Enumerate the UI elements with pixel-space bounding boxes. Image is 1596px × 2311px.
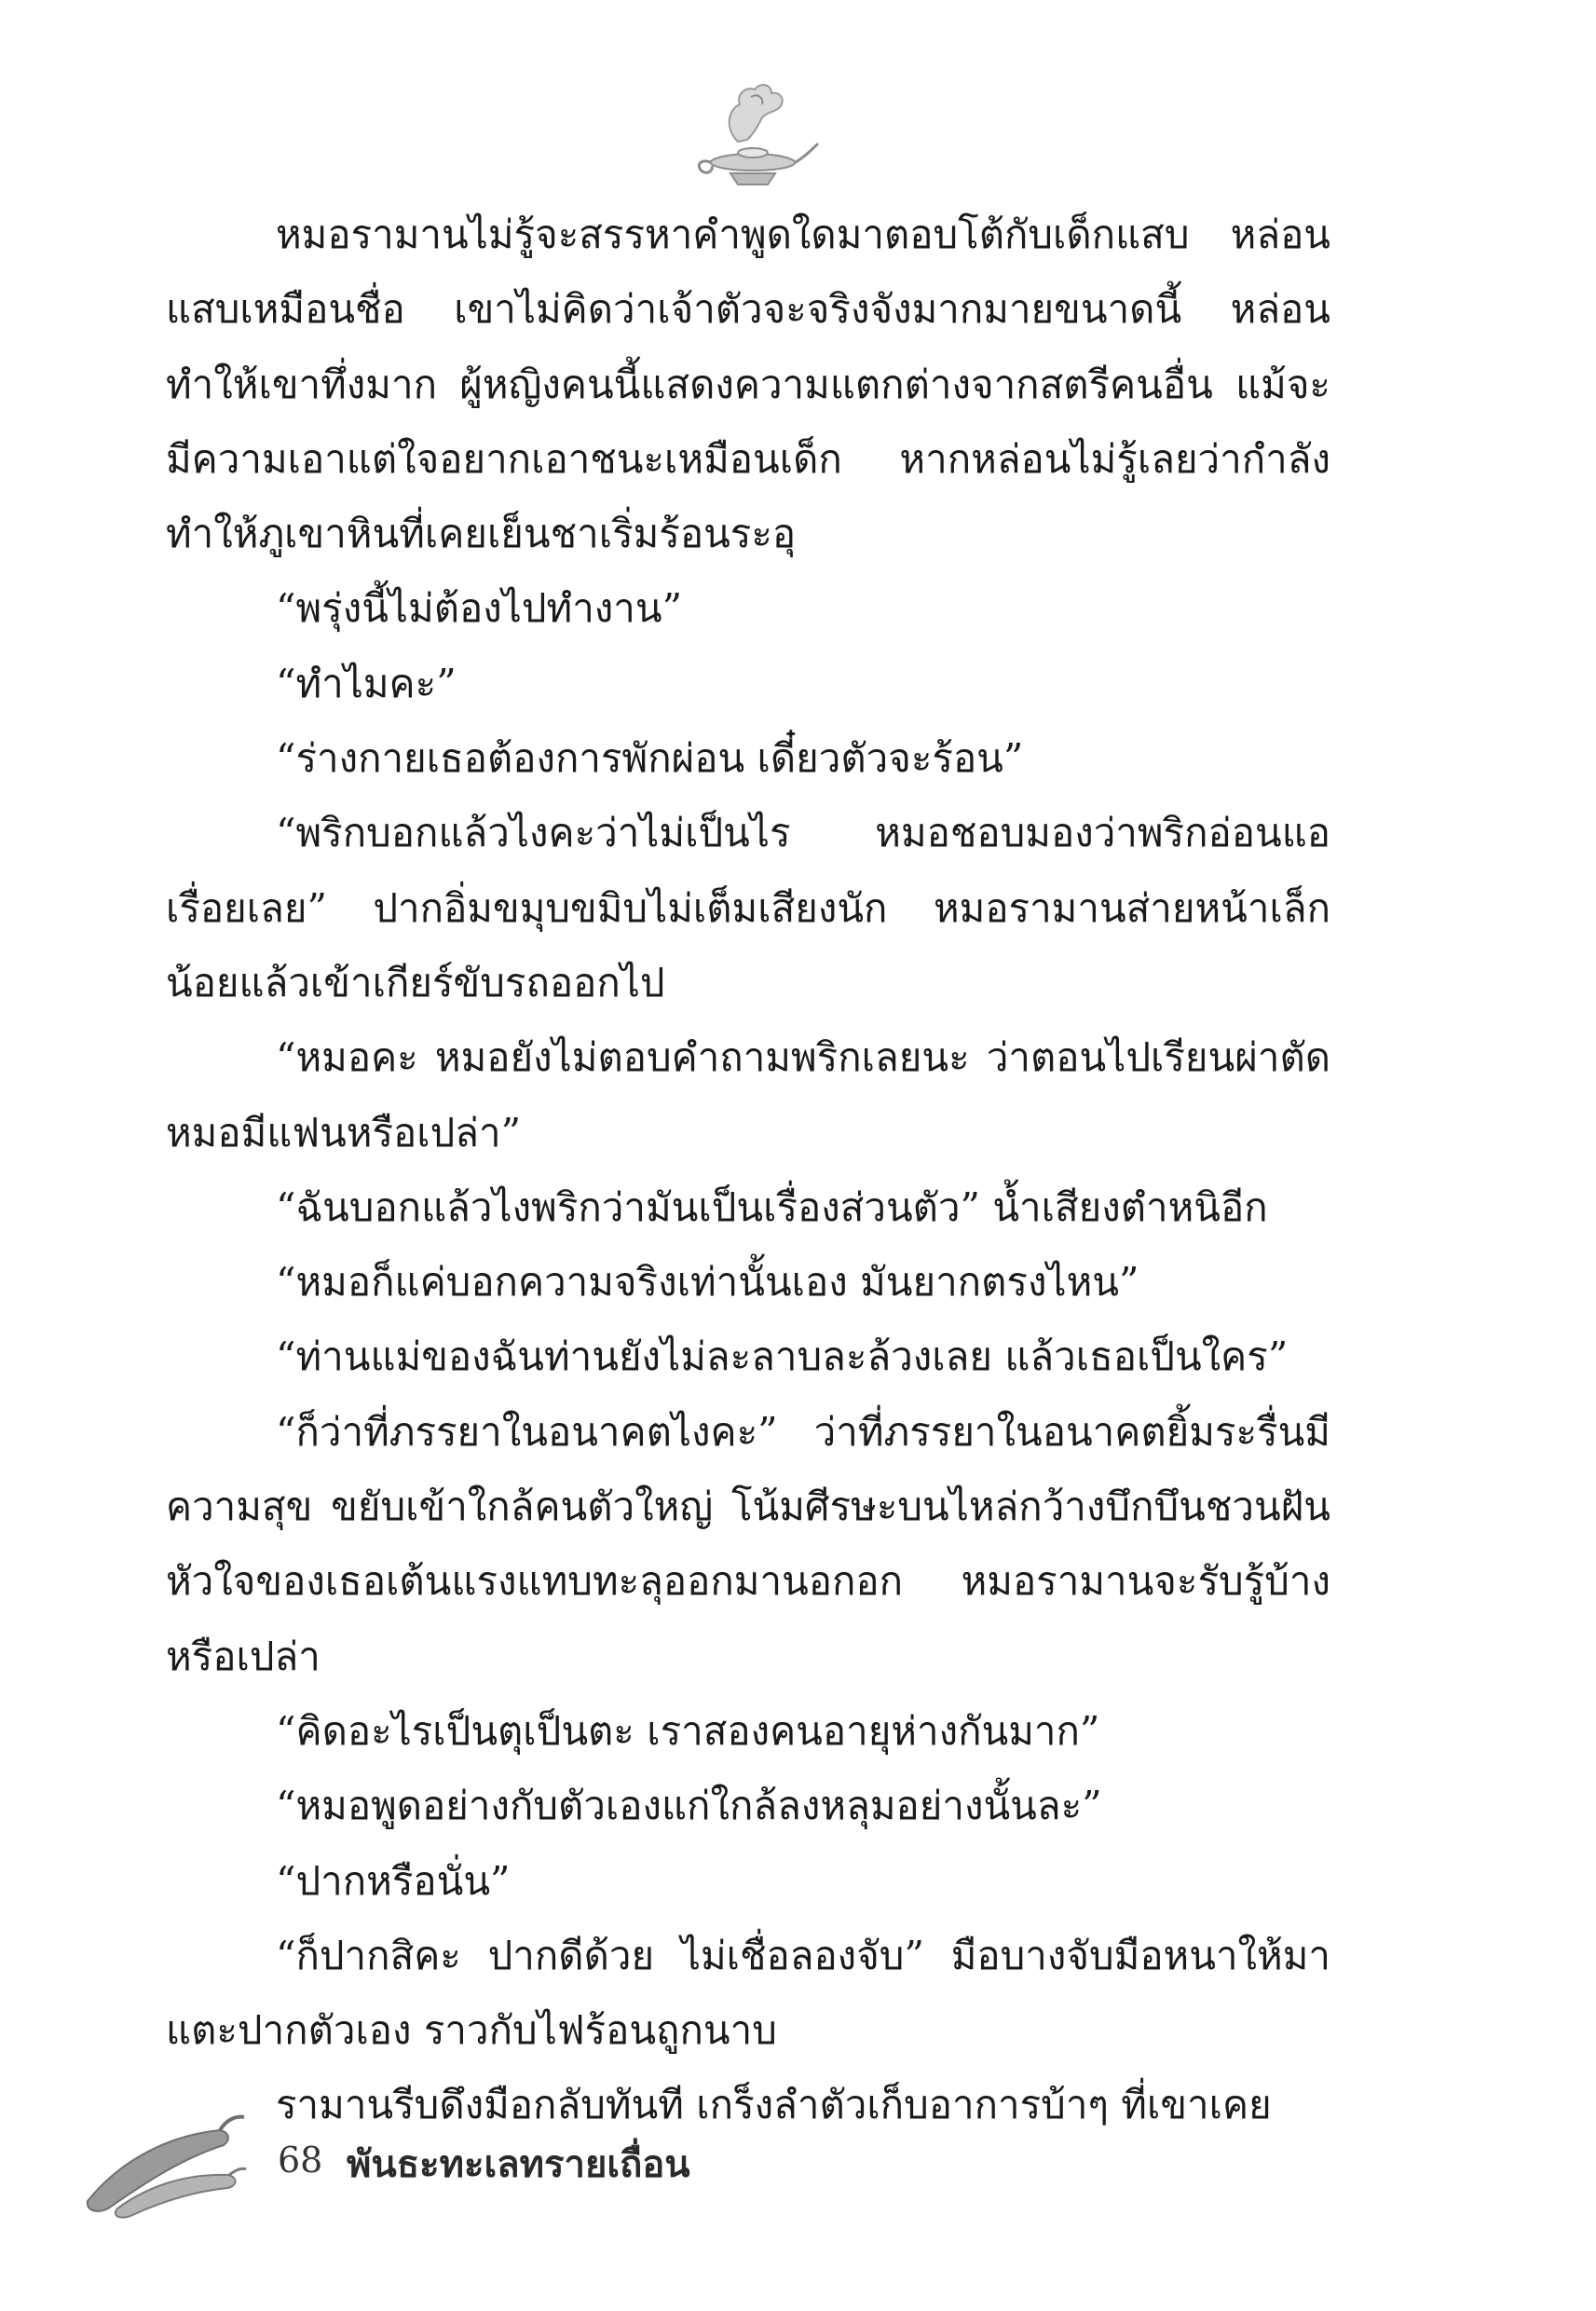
paragraph: รามานรีบดึงมือกลับทันที เกร็งลำตัวเก็บอาการบ้าๆ ที่เขาเคย — [276, 2082, 1272, 2128]
body-text — [166, 198, 1330, 2143]
paragraph: “พรุ่งนี้ไม่ต้องไปทำงาน” — [276, 585, 683, 632]
paragraph: “คิดอะไรเป็นตุเป็นตะ เราสองคนอายุห่างกันมาก” — [276, 1707, 1100, 1754]
book-title: พันธะทะเลทรายเถื่อน — [347, 2143, 690, 2186]
paragraph: “ปากหรือนั่น” — [276, 1857, 511, 1904]
paragraph: “ฉันบอกแล้วไงพริกว่ามันเป็นเรื่องส่วนตัว” น้ำเสียงตำหนิอีก — [276, 1183, 1268, 1230]
paragraph: “หมอก็แค่บอกความจริงเท่านั้นเอง มันยากตรงไหน” — [276, 1259, 1139, 1306]
paragraph: หมอรามานไม่รู้จะสรรหาคำพูดใดมาตอบโต้กับเด็กแสบ หล่อนแสบเหมือนชื่อ เขาไม่คิดว่าเจ้าตัวจะจริงจังมากมายขนาดนี้ หล่อนทำให้เขาทึ่งมาก ผู้หญิงคนนี้แสดงความแตกต่างจากสตรีคนอื่น แม้จะมีความเอาแต่ใจอยากเอาชนะเหมือนเด็ก หากหล่อนไม่รู้เลยว่ากำลังทำให้ภูเขาหินที่เคยเย็นชาเริ่มร้อนระอุ — [166, 212, 1330, 557]
chili-pepper-icon — [80, 2099, 248, 2220]
paragraph: “หมอคะ หมอยังไม่ตอบคำถามพริกเลยนะ ว่าตอนไปเรียนผ่าตัดหมอมีแฟนหรือเปล่า” — [166, 1034, 1330, 1156]
paragraph: “หมอพูดอย่างกับตัวเองแก่ใกล้ลงหลุมอย่างนั้นละ” — [276, 1783, 1102, 1829]
paragraph: “ก็ปากสิคะ ปากดีด้วย ไม่เชื่อลองจับ” มือบางจับมือหนาให้มาแตะปากตัวเอง ราวกับไฟร้อนถูกนาบ — [166, 1932, 1330, 2054]
paragraph: “ทำไมคะ” — [276, 660, 457, 706]
paragraph: “ร่างกายเธอต้องการพักผ่อน เดี๋ยวตัวจะร้อน” — [276, 735, 1024, 782]
paragraph: “ก็ว่าที่ภรรยาในอนาคตไงคะ” ว่าที่ภรรยาในอนาคตยิ้มระรื่นมีความสุข ขยับเข้าใกล้คนตัวใหญ่ โน้มศีรษะบนไหล่กว้างบึกบึนชวนฝันหัวใจของเธอเต้นแรงแทบทะลุออกมานอกอก หมอรามานจะรับรู้บ้างหรือเปล่า — [166, 1408, 1330, 1679]
paragraph: “ท่านแม่ของฉันท่านยังไม่ละลาบละล้วงเลย แล้วเธอเป็นใคร” — [276, 1333, 1289, 1380]
genie-lamp-icon — [682, 76, 822, 198]
page-number: 68 — [278, 2140, 323, 2181]
paragraph: “พริกบอกแล้วไงคะว่าไม่เป็นไร หมอชอบมองว่าพริกอ่อนแอเรื่อยเลย” ปากอิ่มขมุบขมิบไม่เต็มเสียงนัก หมอรามานส่ายหน้าเล็กน้อยแล้วเข้าเกียร์ขับรถออกไป — [166, 810, 1330, 1005]
page-footer — [0, 2087, 1596, 2236]
